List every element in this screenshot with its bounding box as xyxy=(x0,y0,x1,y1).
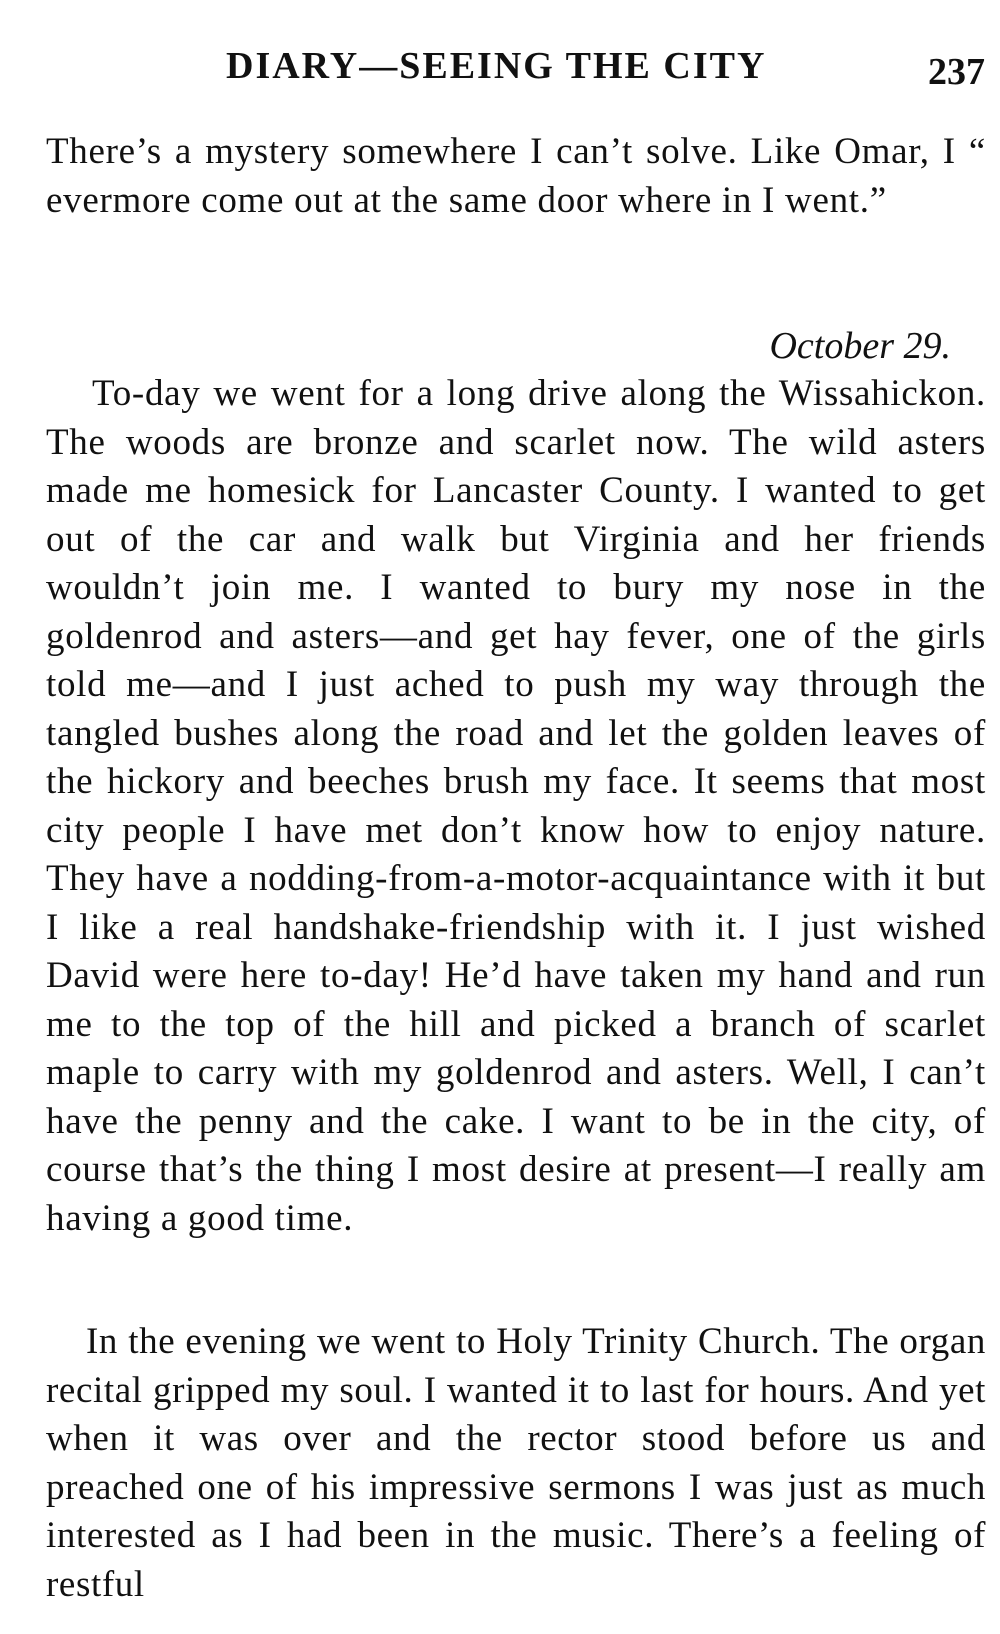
running-header xyxy=(0,38,1000,98)
carryover-paragraph: There’s a mystery somewhere I can’t solve. Like Omar, I “ evermore come out at the same door where in I went.” xyxy=(46,131,986,221)
diary-paragraph-drive: To-day we went for a long drive along the Wissahickon. The woods are bronze and scarlet now. The wild asters made me homesick for Lancaster County. I wanted to get out of the car and walk but Virginia and her friends wouldn’t join me. I wanted to bury my nose in the goldenrod and asters—and get hay fever, one of the girls told me—and I just ached to push my way through the tangled bushes along the road and let the golden leaves of the hickory and beeches brush my face. It seems that most city people I have met don’t know how to enjoy nature. They have a nodding-from-a-motor-acquaintance with it but I like a real handshake-friendship with it. I just wished David were here to-day! He’d have taken my hand and run me to the top of the hill and picked a branch of scarlet maple to carry with my goldenrod and asters. Well, I can’t have the penny and the cake. I want to be in the city, of course that’s the thing I most desire at present—I really am having a good time. xyxy=(46,373,986,1239)
chapter-title: DIARY—SEEING THE CITY xyxy=(226,45,767,87)
page-number: 237 xyxy=(928,51,985,93)
diary-date: October 29. xyxy=(769,325,951,367)
diary-paragraph-church: In the evening we went to Holy Trinity Church. The organ recital gripped my soul. I wanted it to last for hours. And yet when it was over and the rector stood before us and preached one of his impressive sermons I was just as much interested as I had been in the music. There’s a feeling of restful xyxy=(46,1321,986,1605)
